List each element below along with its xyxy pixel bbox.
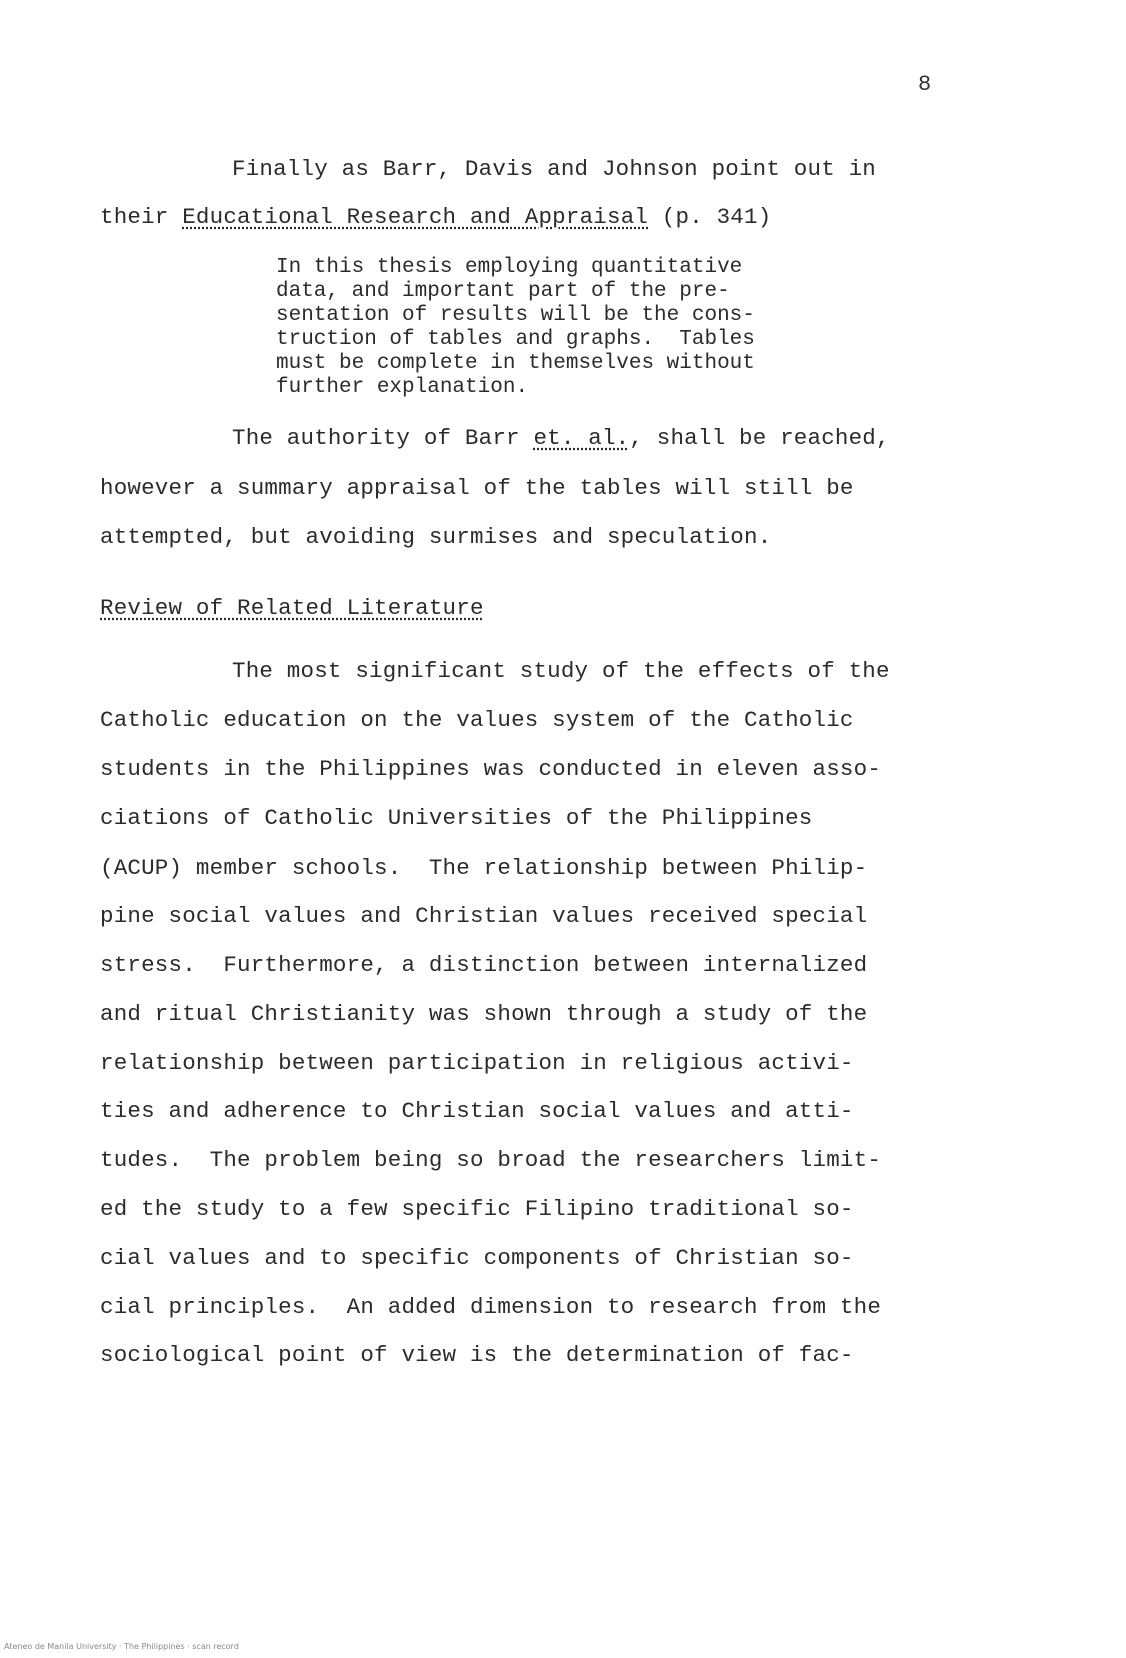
intro-line-2-suffix: (p. 341)	[648, 204, 772, 230]
paragraph-line: tudes. The problem being so broad the researchers limit-	[100, 1147, 882, 1173]
paragraph-line: The most significant study of the effects of the	[232, 658, 890, 684]
paragraph-line: relationship between participation in religious activi-	[100, 1050, 854, 1076]
authority-prefix: The authority of Barr	[232, 425, 534, 451]
quote-line: must be complete in themselves without	[276, 352, 755, 375]
scan-footer: Ateneo de Manila University · The Philippines · scan record	[4, 1642, 239, 1651]
page-number: 8	[918, 72, 932, 97]
paragraph-line: ciations of Catholic Universities of the Philippines	[100, 805, 813, 831]
et-al: et. al.	[533, 425, 630, 451]
paragraph-line: (ACUP) member schools. The relationship between Philip-	[100, 855, 868, 881]
authority-line-2: however a summary appraisal of the tables will still be	[100, 475, 854, 501]
quote-line: further explanation.	[276, 376, 529, 399]
quote-line: truction of tables and graphs. Tables	[276, 328, 755, 351]
intro-line-2	[100, 204, 771, 230]
paragraph-line: ties and adherence to Christian social values and atti-	[100, 1098, 854, 1124]
authority-line-1	[232, 425, 890, 451]
book-title: Educational Research and Appraisal	[182, 204, 649, 230]
quote-line: data, and important part of the pre-	[276, 280, 730, 303]
paragraph-line: cial principles. An added dimension to research from the	[100, 1294, 882, 1320]
paragraph-line: and ritual Christianity was shown through a study of the	[100, 1001, 868, 1027]
quote-line: sentation of results will be the cons-	[276, 304, 755, 327]
intro-line-2-prefix: their	[100, 204, 183, 230]
quote-line: In this thesis employing quantitative	[276, 256, 743, 279]
paragraph-line: pine social values and Christian values received special	[100, 903, 868, 929]
authority-suffix: , shall be reached,	[629, 425, 890, 451]
paragraph-line: sociological point of view is the determination of fac-	[100, 1342, 854, 1368]
paragraph-line: stress. Furthermore, a distinction between internalized	[100, 952, 868, 978]
paragraph-line: Catholic education on the values system of the Catholic	[100, 707, 854, 733]
paragraph-line: students in the Philippines was conducted in eleven asso-	[100, 756, 882, 782]
intro-line-1: Finally as Barr, Davis and Johnson point out in	[232, 156, 877, 182]
section-heading: Review of Related Literature	[100, 595, 484, 621]
paragraph-line: cial values and to specific components of Christian so-	[100, 1245, 854, 1271]
paragraph-line: ed the study to a few specific Filipino traditional so-	[100, 1196, 854, 1222]
authority-line-3: attempted, but avoiding surmises and speculation.	[100, 524, 772, 550]
